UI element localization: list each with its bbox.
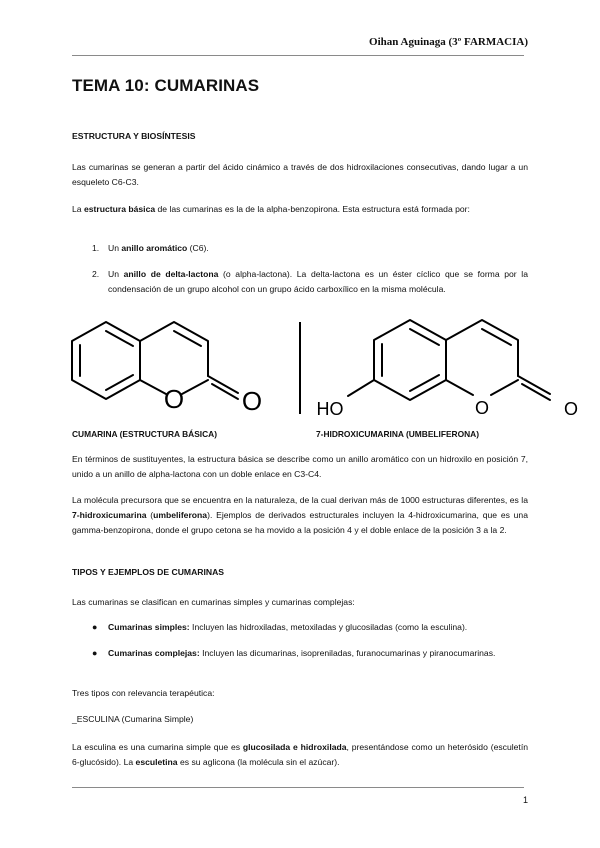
page-number: 1 [522,795,528,805]
bold-span: estructura básica [83,204,156,214]
paragraph-precursora [72,493,528,538]
bold-span: anillo aromático [121,243,188,253]
double-bond [410,329,439,345]
header-author: Oihan Aguinaga (3º FARMACIA) [369,36,528,48]
double-bond [106,331,133,346]
section-heading-estructura: ESTRUCTURA Y BIOSÍNTESIS [72,131,196,141]
figure-separator [299,322,301,414]
bullet-icon: ● [92,622,98,632]
paragraph-estructura-basica [72,202,528,217]
figure-caption-cumarina: CUMARINA (ESTRUCTURA BÁSICA) [72,429,217,439]
double-bond [482,329,511,345]
text-span: ( [146,510,154,520]
subheading-esculina: _ESCULINA (Cumarina Simple) [72,714,194,724]
text-span: Incluyen las hidroxiladas, metoxiladas y glucosiladas (como la esculina). [189,622,468,632]
text-span: Un [108,243,122,253]
list-item [92,620,528,635]
hydroxyl-bond [348,380,374,396]
list-item [92,241,528,256]
ring-oxygen-label: O [474,398,490,418]
ring-oxygen-bond [491,380,518,395]
bold-span: umbeliferona [153,510,208,520]
bold-span: anillo de delta-lactona [123,269,219,279]
text-span: La [72,204,84,214]
coumarin-structure-diagram [58,314,278,420]
figure-caption-umbeliferona: 7-HIDROXICUMARINA (UMBELIFERONA) [316,429,479,439]
list-number: 2. [92,269,100,279]
ring-oxygen-bond [140,380,166,394]
footer-rule [72,787,524,788]
text-span: Incluyen las dicumarinas, isopreniladas, furanocumarinas y piranocumarinas. [199,648,496,658]
double-bond [106,375,133,390]
list-text [108,646,528,661]
hydroxyl-label: HO [316,399,344,419]
page-title: TEMA 10: CUMARINAS [72,76,260,95]
header-rule [72,55,524,56]
text-span: ). Ejemplos de derivados estructurales incluyen la 4-hidroxicumarina, que es una gamma-benzopirona, donde el grupo cetona se ha movido a la posición 4 y el doble enlace de la posición 3 a la 2. [72,510,528,535]
text-span: , presentándose como un heterósido (esculetín 6-glucósido). La [72,742,528,767]
paragraph-esculina [72,740,528,770]
list-item [92,646,528,661]
text-span: La molécula precursora que se encuentra en la naturaleza, de la cual derivan más de 1000 estructuras diferentes, es la [72,495,528,505]
benzene-ring [72,322,140,399]
double-bond [174,331,201,346]
ring-oxygen-label: O [163,384,185,414]
bold-span: 7-hidroxicumarina [72,510,147,520]
text-span: es su aglicona (la molécula sin el azúcar). [177,757,340,767]
list-item [92,267,528,297]
bullet-icon: ● [92,648,98,658]
ring-oxygen-bond [182,380,208,394]
text-span: (o alpha-lactona). La delta-lactona es un éster cíclico que se forma por la condensación de un grupo alcohol con un grupo ácido carboxílico en la misma molécula. [108,269,528,294]
text-span: La esculina es una cumarina simple que es [72,742,243,752]
paragraph-clasificacion: Las cumarinas se clasifican en cumarinas simples y cumarinas complejas: [72,597,355,607]
bold-span: Cumarinas simples: [108,622,190,632]
bold-span: esculetina [135,757,178,767]
text-span: (C6). [187,243,209,253]
text-span: de las cumarinas es la de la alpha-benzopirona. Esta estructura está formada por: [155,204,470,214]
paragraph-sustituyentes: En términos de sustituyentes, la estructura básica se describe como un anillo aromático con un hidroxilo en posición 7, unido a un anillo de alpha-lactona con un doble enlace en C3-C4. [72,454,528,479]
double-bond [410,375,439,391]
list-text [108,267,528,297]
benzene-ring [374,320,446,400]
text-span: Un [108,269,124,279]
section-heading-tipos: TIPOS Y EJEMPLOS DE CUMARINAS [72,567,225,577]
list-text [108,620,528,635]
list-text [108,241,528,256]
bold-span: glucosilada e hidroxilada [242,742,347,752]
carbonyl-oxygen-label: O [241,386,263,416]
ring-oxygen-bond [446,380,473,395]
bold-span: Cumarinas complejas: [108,648,200,658]
list-number: 1. [92,243,100,253]
carbonyl-oxygen-label: O [563,399,579,419]
paragraph-tres-tipos: Tres tipos con relevancia terapéutica: [72,688,215,698]
paragraph-intro: Las cumarinas se generan a partir del ácido cinámico a través de dos hidroxilaciones consecutivas, dando lugar a un esqueleto C6-C3. [72,162,528,187]
umbelliferone-structure-diagram [312,314,586,420]
